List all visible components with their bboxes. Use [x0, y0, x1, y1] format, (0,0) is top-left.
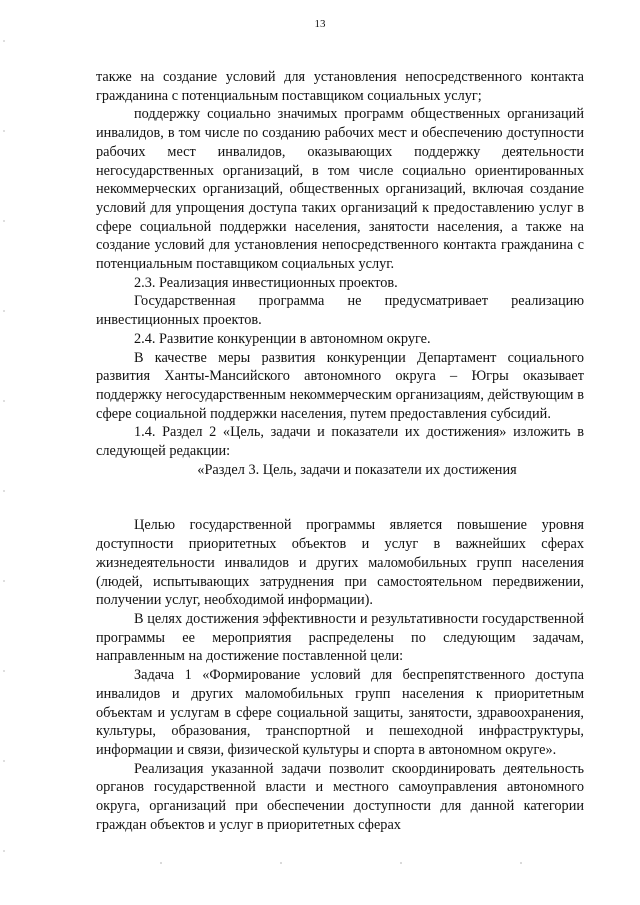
paragraph-7: В целях достижения эффективности и результативности государственной программы ее мероприятия распределены по следующим задачам, направленным на достижение поставленной цели:: [96, 610, 584, 665]
section-3-heading: «Раздел 3. Цель, задачи и показатели их достижения: [197, 461, 517, 478]
scan-edge-marks: [3, 0, 5, 905]
paragraph-6: Целью государственной программы является повышение уровня доступности приоритетных объектов и услуг в важнейших сферах жизнедеятельности инвалидов и других маломобильных групп населения (людей, испытывающих затруднения при самостоятельном передвижении, получении услуг, необходимой информации).: [96, 517, 584, 609]
section-2-4-title: 2.4. Развитие конкуренции в автономном округе.: [134, 330, 431, 347]
page-number: 13: [314, 18, 326, 30]
scan-bottom-marks: [100, 862, 580, 864]
document-body: [96, 68, 584, 834]
paragraph-3: Государственная программа не предусматривает реализацию инвестиционных проектов.: [96, 293, 584, 329]
paragraph-8: Задача 1 «Формирование условий для беспрепятственного доступа инвалидов и других маломобильных групп населения к приоритетным объектам и услугам в сфере социальной защиты, занятости, здравоохранения, культуры, образования, транспортной и пешеходной инфраструктуры, информации и связи, физической культуры и спорта в автономном округе».: [96, 667, 584, 758]
paragraph-2: поддержку социально значимых программ общественных организаций инвалидов, в том числе по созданию рабочих мест и обеспечению доступности рабочих мест инвалидов, оказывающих поддержку деятельности негосударственных организаций, в том числе социально ориентированных некоммерческих организаций, общественных организаций, включая создание условий для упрощения доступа таких организаций к предоставлению услуг в сфере социальной поддержки населения, занятости населения, а также на создание условий для установления непосредственного контакта гражданина с потенциальным поставщиком социальных услуг.: [96, 106, 584, 273]
paragraph-4: В качестве меры развития конкуренции Департамент социального развития Ханты-Мансийского автономного округа – Югры оказывает поддержку негосударственным некоммерческим организациям, действующим в сфере социальной поддержки населения, путем предоставления субсидий.: [96, 349, 584, 422]
paragraph-9: Реализация указанной задачи позволит скоординировать деятельность органов государственной власти и местного самоуправления автономного округа, организаций при обеспечении доступности для данной категории граждан объектов и услуг в приоритетных сферах: [96, 760, 584, 833]
section-2-3-title: 2.3. Реализация инвестиционных проектов.: [134, 274, 398, 291]
paragraph-5: 1.4. Раздел 2 «Цель, задачи и показатели их достижения» изложить в следующей редакции:: [96, 424, 584, 460]
paragraph-1: также на создание условий для установления непосредственного контакта гражданина с потенциальным поставщиком социальных услуг;: [96, 69, 584, 104]
